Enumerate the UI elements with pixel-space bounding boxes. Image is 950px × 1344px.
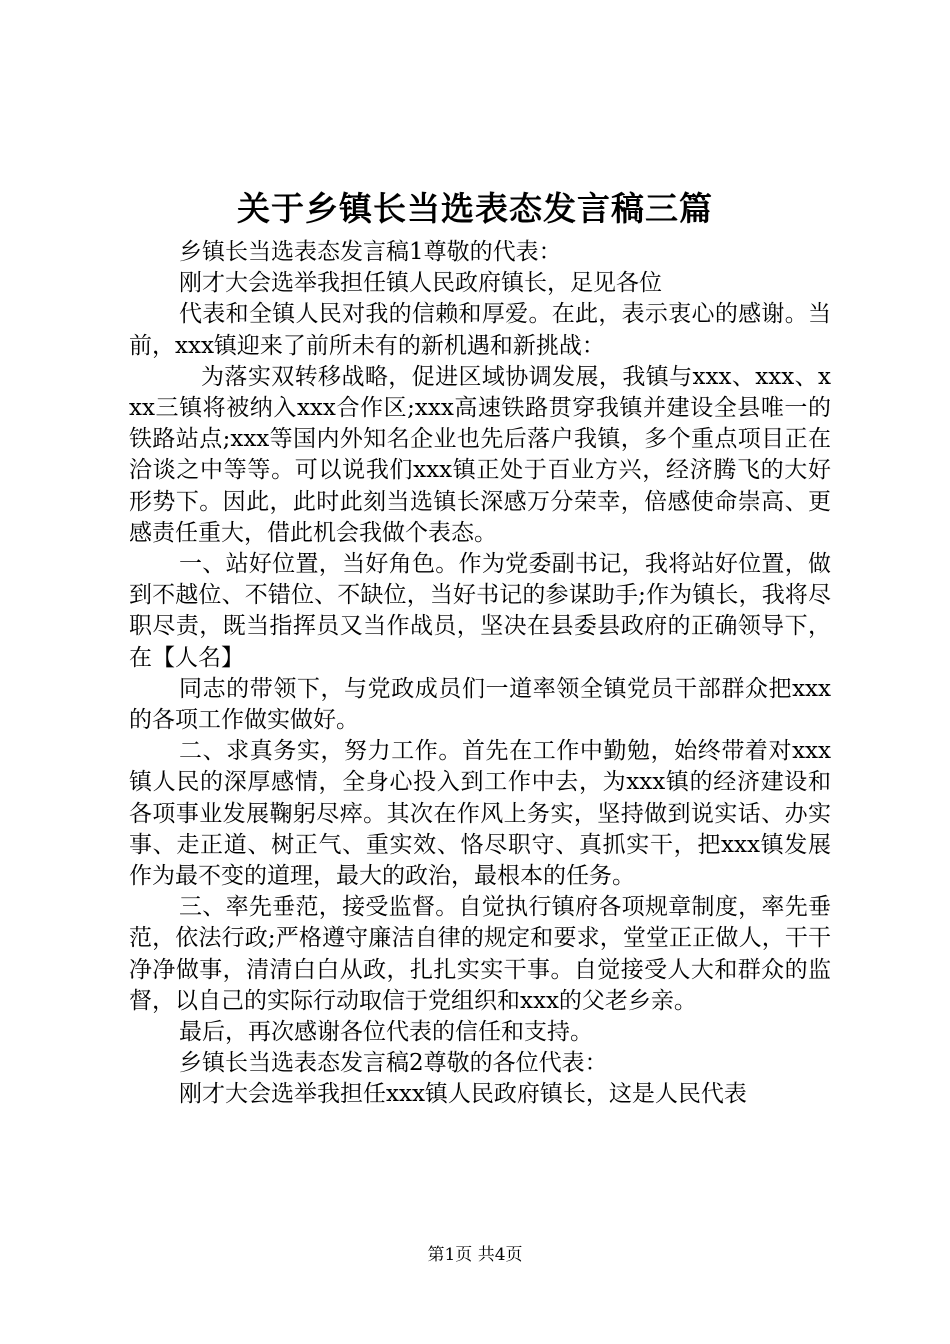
paragraph: 刚才大会选举我担任镇人民政府镇长，足见各位 xyxy=(179,270,662,297)
page-footer: 第1页 共4页 xyxy=(427,1245,523,1265)
paragraph: 刚才大会选举我担任xxx镇人民政府镇长，这是人民代表 xyxy=(179,1081,747,1108)
paragraph: 代表和全镇人民对我的信赖和厚爱。在此，表示衷心的感谢。当前，xxx镇迎来了前所未有的新机遇和新挑战： xyxy=(129,301,831,359)
paragraph: 乡镇长当选表态发言稿1尊敬的代表： xyxy=(179,239,562,265)
document-body xyxy=(129,237,831,1111)
paragraph: 同志的带领下，与党政成员们一道率领全镇党员干部群众把xxx的各项工作做实做好。 xyxy=(129,675,831,734)
paragraph: 三、率先垂范，接受监督。自觉执行镇府各项规章制度，率先垂范，依法行政;严格遵守廉洁自律的规定和要求，堂堂正正做人，干干净净做事，清清白白从政，扎扎实实干事。自觉接受人大和群众的监督，以自己的实际行动取信于党组织和xxx的父老乡亲。 xyxy=(129,894,831,1014)
paragraph: 最后，再次感谢各位代表的信任和支持。 xyxy=(179,1019,593,1046)
paragraph: 一、站好位置，当好角色。作为党委副书记，我将站好位置，做到不越位、不错位、不缺位，当好书记的参谋助手;作为镇长，我将尽职尽责，既当指挥员又当作战员，坚决在县委县政府的正确领导下，在【人名】 xyxy=(129,551,831,671)
document-title: 关于乡镇长当选表态发言稿三篇 xyxy=(237,189,713,228)
paragraph: 二、求真务实，努力工作。首先在工作中勤勉，始终带着对xxx镇人民的深厚感情，全身心投入到工作中去，为xxx镇的经济建设和各项事业发展鞠躬尽瘁。其次在作风上务实，坚持做到说实话、办实事、走正道、树正气、重实效、恪尽职守、真抓实干，把xxx镇发展作为最不变的道理，最大的政治，最根本的任务。 xyxy=(129,738,831,890)
paragraph: 乡镇长当选表态发言稿2尊敬的各位代表： xyxy=(179,1050,608,1077)
paragraph: 为落实双转移战略，促进区域协调发展，我镇与xxx、xxx、xxx三镇将被纳入xxx合作区;xxx高速铁路贯穿我镇并建设全县唯一的铁路站点;xxx等国内外知名企业也先后落户我镇，多个重点项目正在洽谈之中等等。可以说我们xxx镇正处于百业方兴，经济腾飞的大好形势下。因此，此时此刻当选镇长深感万分荣幸，倍感使命崇高、更感责任重大，借此机会我做个表态。 xyxy=(129,363,831,546)
